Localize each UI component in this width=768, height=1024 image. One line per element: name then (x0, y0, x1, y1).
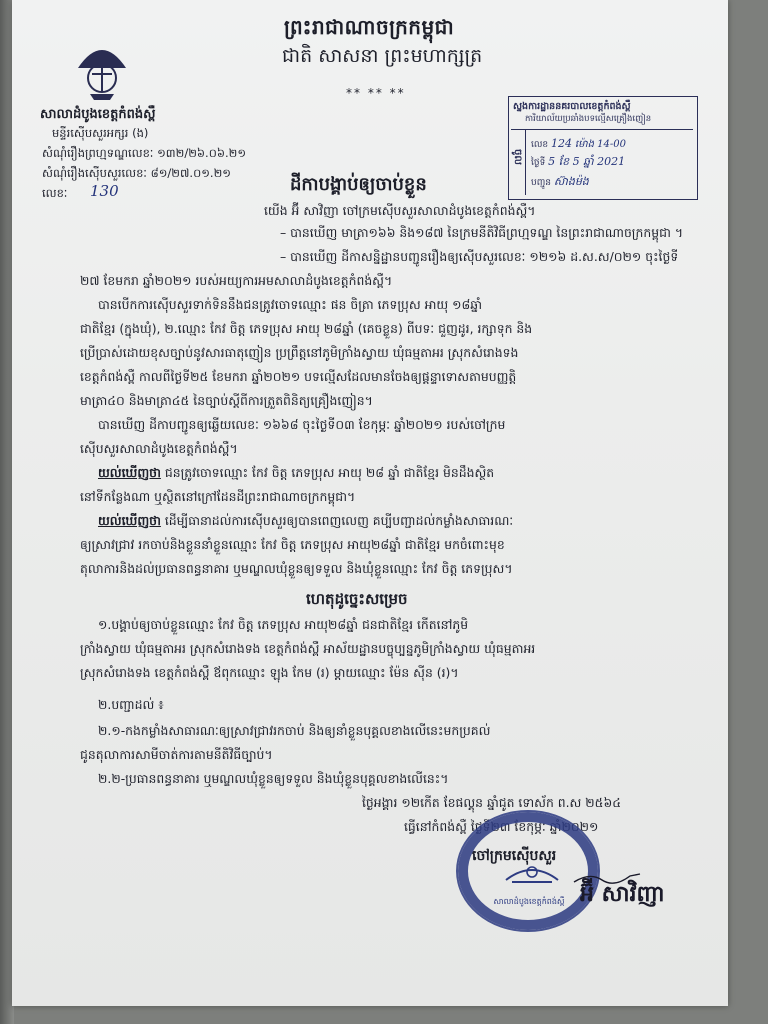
kingdom-heading: ព្រះរាជាណាចក្រកម្ពុជា (284, 15, 455, 39)
body-line: នៅទីកន្លែងណា ឬស្ថិតនៅក្រៅដែនដីព្រះរាជាណាចក្រកម្ពុជា។ (80, 489, 356, 504)
office-name: មន្ទីរស៊ើបសួរអក្សរ (ង) (52, 126, 149, 140)
motto-heading: ជាតិ សាសនា ព្រះមហាក្សត្រ (282, 45, 483, 67)
court-emblem-icon (70, 38, 134, 102)
stamp-date-value: 5 ខែ 5 ឆ្នាំ 2021 (548, 155, 626, 168)
body-line: តុលាការនិងដល់ប្រធានពន្ធនាគារ ឬមណ្ឌលឃុំខ្លួនឲ្យទទួល និងឃុំខ្លួនឈ្មោះ កែវ ចិត្ត ភេទប្រុស។ (80, 561, 513, 576)
stamp-forward-value: ស៊ាងម៉ង (553, 175, 589, 188)
stamp-subtitle: ការិយាល័យប្រឆាំងបទល្មើសគ្រឿងញៀន (525, 114, 652, 124)
signer-name: អ៊ី សាវិញា (580, 882, 665, 907)
body-line: ២៧ ខែមករា ឆ្នាំ២០២១ របស់អយ្យការអមសាលាដំបូងខេត្តកំពង់ស្ពឺ។ (80, 273, 393, 288)
seal-emblem-icon (502, 858, 562, 888)
court-name: សាលាដំបូងខេត្តកំពង់ស្ពឺ (40, 107, 156, 122)
body-line: បានឃើញ ដីកាបញ្ជូនឲ្យឆ្លើយលេខៈ ១៦៦៨ ចុះថ្ងៃទី០៣ ខែកុម្ភៈ ឆ្នាំ២០២១ របស់ចៅក្រម (98, 417, 506, 432)
body-line: ក្រាំងស្វាយ ឃុំធម្មតាអរ ស្រុកសំរោងទង ខេត្តកំពង់ស្ពឺ អាស័យដ្ឋានបច្ចុប្បន្នភូមិក្រាំងស្វាយ ឃុំធម្មតាអរ (80, 641, 536, 656)
body-line (98, 466, 494, 480)
body-line: ខេត្តកំពង់ស្ពឺ កាលពីថ្ងៃទី២៥ ខែមករា ឆ្នាំ២០២១ បទល្មើសដែលមានចែងឲ្យផ្តន្ទាទោសតាមបញ្ញត្តិ (80, 369, 517, 384)
ornament: ** ** ** (346, 86, 406, 100)
stamp-time: ម៉ោង 14-00 (574, 139, 626, 150)
body-line: ១.បង្គាប់ឲ្យចាប់ខ្លួនឈ្មោះ កែវ ចិត្ត ភេទប្រុស អាយុ២៨ឆ្នាំ ជនជាតិខ្មែរ កើតនៅភូមិ (98, 617, 469, 632)
document-title: ដីកាបង្គាប់ឲ្យចាប់ខ្លួន (290, 174, 427, 195)
number-label: លេខៈ (42, 186, 68, 200)
stamp-forward-label: បញ្ជូន (531, 178, 551, 188)
intro-line: យើង អ៊ី សាវិញា ចៅក្រមស៊ើបសួរសាលាដំបូងខេត្តកំពង់ស្ពឺ។ (264, 203, 536, 218)
stamp-number-label: លេខ (531, 140, 549, 150)
stamp-title: ស្នងការដ្ឋាននគរបាលខេត្តកំពង់ស្ពឺ (513, 101, 631, 112)
finding-lead: យល់ឃើញថា (98, 513, 161, 528)
body-line: ប្រើប្រាស់ដោយខុសច្បាប់នូវសារធាតុញៀន ប្រព្រឹត្តនៅភូមិក្រាំងស្វាយ ឃុំធម្មតាអរ ស្រុកសំរោងទង (80, 345, 519, 360)
finding-text: ជនត្រូវចោទឈ្មោះ កែវ ចិត្ត ភេទប្រុស អាយុ ២៨ ឆ្នាំ ជាតិខ្មែរ មិនដឹងស្ថិត (160, 465, 495, 480)
body-line (98, 514, 513, 528)
body-line: មាត្រា៤០ និងមាត្រា៤៥ នៃច្បាប់ស្តីពីការត្រួតពិនិត្យគ្រឿងញៀន។ (80, 393, 373, 408)
signer-role: ចៅក្រមស៊ើបសួរ (472, 848, 557, 864)
body-line: ២.២-ប្រធានពន្ធនាគារ ឬមណ្ឌលឃុំខ្លួនឲ្យទទួល និងឃុំខ្លួនបុគ្គលខាងលើនេះ។ (98, 771, 449, 786)
lunar-date: ថ្ងៃអង្គារ ១២កើត ខែផល្គុន ឆ្នាំជូត ទោស័ក ព.ស ២៥៦៤ (362, 795, 621, 810)
body-line: ២.បញ្ជាដល់ ៖ (98, 697, 164, 712)
body-line: ជូនតុលាការសាមីចាត់ការតាមនីតិវិធីច្បាប់។ (80, 747, 273, 762)
document-page (12, 0, 728, 1006)
case-file-2: សំណុំរឿងស៊ើបសួរលេខៈ ៨១/២៧.០១.២១ (42, 166, 231, 180)
stamp-date-label: ថ្ងៃទី (531, 158, 546, 168)
receipt-stamp (508, 96, 698, 200)
seal-text: សាលាដំបូងខេត្តកំពង់ស្ពឺ (493, 897, 565, 906)
place-date: ធ្វើនៅកំពង់ស្ពឺ ថ្ងៃទី២៣ ខែកុម្ភៈ ឆ្នាំ២០២១ (404, 819, 599, 834)
stamp-number-value: 124 (551, 137, 573, 150)
body-line: ស្រុកសំរោងទង ខេត្តកំពង់ស្ពឺ ឪពុកឈ្មោះ ឡុង កែម (រ) ម្តាយឈ្មោះ ម៉ែន ស៊ីន (រ)។ (80, 665, 459, 680)
body-line: ជាតិខ្មែរ (ក្នុងឃុំ), ២.ឈ្មោះ កែវ ចិត្ត ភេទប្រុស អាយុ ២៨ឆ្នាំ (គេចខ្លួន) ពីបទៈ ជួញដូរ, រក្សាទុក និង (80, 321, 533, 336)
body-line: – បានឃើញ មាត្រា១៦៦ និង១៨៧ នៃក្រមនីតិវិធីព្រហ្មទណ្ឌ នៃព្រះរាជាណាចក្រកម្ពុជា ។ (280, 225, 683, 240)
body-line: ឲ្យស្រាវជ្រាវ រកចាប់និងខ្លួននាំខ្លួនឈ្មោះ កែវ ចិត្ត ភេទប្រុស អាយុ២៨ឆ្នាំ ជាតិខ្មែរ មកចំពោះមុខ (80, 537, 505, 552)
body-line: – បានឃើញ ដីកាសន្និដ្ឋានបញ្ជូនរឿងឲ្យស៊ើបសួរលេខៈ ១២១៦ ដ.ស.ស/០២១ ចុះថ្ងៃទី (280, 249, 679, 264)
decision-heading: ហេតុដូច្នេះសម្រេច (306, 590, 408, 608)
body-line: ស៊ើបសួរសាលាដំបូងខេត្តកំពង់ស្ពឺ។ (80, 441, 238, 456)
finding-text: ដើម្បីធានាដល់ការស៊ើបសួរឲ្យបានពេញលេញ គប្បីបញ្ជាដល់កម្លាំងសាធារណៈ (160, 513, 514, 528)
case-file-1: សំណុំរឿងព្រហ្មទណ្ឌលេខៈ ១៣២/២៦.០៦.២១ (42, 146, 247, 160)
finding-lead: យល់ឃើញថា (98, 465, 161, 480)
body-line: ២.១-កងកម្លាំងសាធារណៈឲ្យស្រាវជ្រាវរកចាប់ និងឲ្យនាំខ្លួនបុគ្គលខាងលើនេះមកប្រគល់ (98, 723, 491, 738)
number-value: 130 (90, 182, 119, 200)
body-line: បានបើកការស៊ើបសួរទាក់ទិននឹងជនត្រូវចោទឈ្មោះ ផន ចិត្រា ភេទប្រុស អាយុ ១៨ឆ្នាំ (98, 297, 483, 312)
stamp-side-label: ចូល (512, 149, 523, 165)
